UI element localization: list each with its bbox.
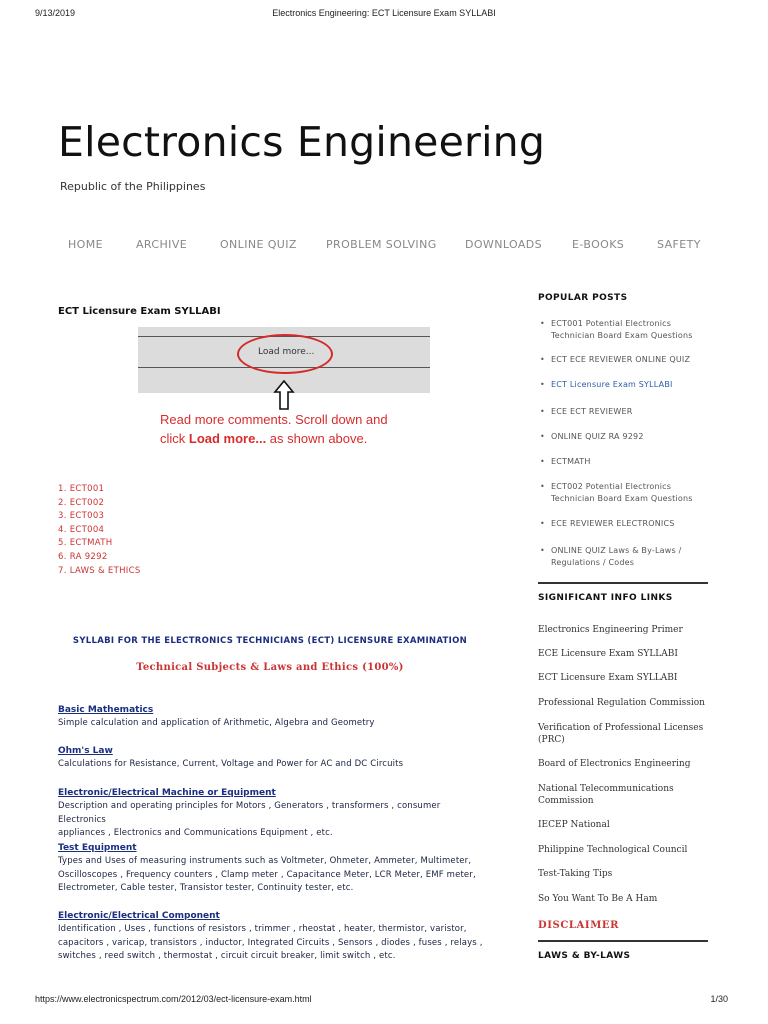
syllabus-section	[58, 842, 488, 896]
syllabus-section	[58, 787, 488, 841]
info-link[interactable]: ECT Licensure Exam SYLLABI	[538, 673, 678, 683]
info-link[interactable]: ECE Licensure Exam SYLLABI	[538, 649, 678, 659]
popular-post-item[interactable]: • ECT002 Potential Electronics Technician Board Exam Questions	[538, 481, 708, 505]
nav-home[interactable]: HOME	[68, 238, 103, 251]
laws-heading: LAWS & BY-LAWS	[538, 951, 631, 961]
popular-post-item[interactable]: • ECE REVIEWER ELECTRONICS	[538, 518, 708, 530]
section-text: Calculations for Resistance, Current, Voltage and Power for AC and DC Circuits	[58, 759, 404, 769]
print-date: 9/13/2019	[35, 8, 76, 18]
info-link[interactable]: Electronics Engineering Primer	[538, 625, 683, 635]
popular-post-label: ECT ECE REVIEWER ONLINE QUIZ	[551, 355, 691, 364]
popular-post-label: ECT001 Potential Electronics Technician Board Exam Questions	[551, 319, 693, 340]
toc-item[interactable]: 7. LAWS & ETHICS	[58, 565, 141, 576]
info-link[interactable]: So You Want To Be A Ham	[538, 894, 658, 904]
up-arrow-icon	[273, 380, 295, 410]
popular-post-item[interactable]: • ONLINE QUIZ RA 9292	[538, 431, 708, 443]
syllabus-section	[58, 745, 488, 772]
print-page-number: 1/30	[710, 994, 728, 1004]
nav-online-quiz[interactable]: ONLINE QUIZ	[220, 238, 297, 251]
nav-archive[interactable]: ARCHIVE	[136, 238, 188, 251]
toc-item[interactable]: 1. ECT001	[58, 484, 105, 494]
print-header	[0, 8, 768, 22]
syllabus-section	[58, 910, 488, 964]
toc-item[interactable]: 4. ECT004	[58, 524, 105, 535]
section-heading: Ohm's Law	[58, 746, 113, 756]
toc-item[interactable]: 5. ECTMATH	[58, 538, 113, 549]
section-text: capacitors , varicap, transistors , inductor, Integrated Circuits , Sensors , diodes , fuses , relays ,	[58, 937, 483, 948]
syllabus-section	[58, 704, 488, 731]
info-link[interactable]: Philippine Technological Council	[538, 845, 688, 855]
popular-post-label: ECTMATH	[551, 457, 591, 466]
load-more-label: Load more...	[258, 347, 315, 357]
nav-problem-solving[interactable]: PROBLEM SOLVING	[326, 238, 437, 251]
toc-item[interactable]: 6. RA 9292	[58, 551, 108, 562]
print-title: Electronics Engineering: ECT Licensure Exam SYLLABI	[272, 8, 496, 18]
popular-post-label: ONLINE QUIZ RA 9292	[551, 432, 644, 441]
note-line-2	[160, 429, 388, 448]
section-heading: Basic Mathematics	[58, 705, 154, 715]
note-end: as shown above.	[266, 431, 368, 446]
syllabi-subheading: Technical Subjects & Laws and Ethics (100%)	[136, 662, 404, 673]
section-text: Oscilloscopes , Frequency counters , Clamp meter , Capacitance Meter, LCR Meter, EMF meter,	[58, 869, 476, 880]
site-title[interactable]: Electronics Engineering	[58, 118, 546, 166]
popular-post-label: ONLINE QUIZ Laws & By-Laws / Regulations / Codes	[551, 546, 682, 567]
section-text: Types and Uses of measuring instruments such as Voltmeter, Ohmeter, Ammeter, Multimeter,	[58, 856, 472, 866]
popular-post-label: ECE REVIEWER ELECTRONICS	[551, 519, 675, 528]
popular-posts-heading: POPULAR POSTS	[538, 293, 628, 303]
popular-post-item[interactable]: • ECTMATH	[538, 456, 708, 468]
toc-item[interactable]: 2. ECT002	[58, 497, 105, 508]
popular-post-label: ECT002 Potential Electronics Technician Board Exam Questions	[551, 482, 693, 503]
site-subtitle: Republic of the Philippines	[60, 180, 206, 193]
section-heading: Electronic/Electrical Machine or Equipment	[58, 788, 276, 798]
popular-post-item[interactable]: • ECT001 Potential Electronics Technician Board Exam Questions	[538, 318, 708, 342]
note-line-1: Read more comments. Scroll down and	[160, 412, 388, 427]
section-text: switches , reed switch , thermostat , circuit circuit breaker, limit switch , etc.	[58, 951, 396, 961]
section-text: Electrometer, Cable tester, Transistor tester, Continuity tester, etc.	[58, 883, 354, 893]
info-link[interactable]: Board of Electronics Engineering	[538, 759, 691, 769]
popular-post-item[interactable]: • ONLINE QUIZ Laws & By-Laws / Regulations / Codes	[538, 545, 708, 569]
toc-item[interactable]: 3. ECT003	[58, 511, 105, 522]
main-nav	[68, 238, 708, 252]
section-text: Description and operating principles for Motors , Generators , transformers , consumer Electronics	[58, 801, 441, 825]
significant-info-links-heading: SIGNIFICANT INFO LINKS	[538, 593, 673, 603]
section-heading: Electronic/Electrical Component	[58, 911, 220, 921]
note-click: click	[160, 431, 189, 446]
nav-safety[interactable]: SAFETY	[657, 238, 701, 251]
sidebar-divider	[538, 582, 708, 584]
info-link[interactable]: Professional Regulation Commission	[538, 698, 705, 708]
info-link[interactable]: National Telecommunications Commission	[538, 784, 674, 806]
popular-post-item[interactable]: • ECT Licensure Exam SYLLABI	[538, 379, 708, 391]
popular-post-item[interactable]: • ECT ECE REVIEWER ONLINE QUIZ	[538, 354, 708, 366]
print-url: https://www.electronicspectrum.com/2012/03/ect-licensure-exam.html	[35, 994, 312, 1004]
section-text: Simple calculation and application of Arithmetic, Algebra and Geometry	[58, 718, 375, 728]
section-text: Identification , Uses , functions of resistors , trimmer , rheostat , heater, thermistor, varistor,	[58, 924, 467, 934]
load-more-note	[160, 410, 388, 448]
info-link[interactable]: Test-Taking Tips	[538, 869, 613, 879]
info-link[interactable]: Verification of Professional Licenses (PRC)	[538, 723, 704, 745]
popular-post-label: ECE ECT REVIEWER	[551, 407, 633, 416]
nav-e-books[interactable]: E-BOOKS	[572, 238, 625, 251]
syllabi-heading: SYLLABI FOR THE ELECTRONICS TECHNICIANS (ECT) LICENSURE EXAMINATION	[72, 636, 468, 646]
info-link[interactable]: IECEP National	[538, 820, 610, 830]
section-heading: Test Equipment	[58, 843, 137, 853]
disclaimer-link[interactable]: DISCLAIMER	[538, 920, 619, 931]
sidebar-divider	[538, 940, 708, 942]
section-text: appliances , Electronics and Communications Equipment , etc.	[58, 828, 333, 838]
post-title: ECT Licensure Exam SYLLABI	[58, 306, 221, 317]
table-of-contents	[58, 483, 141, 578]
note-bold: Load more...	[188, 431, 267, 446]
nav-downloads[interactable]: DOWNLOADS	[465, 238, 543, 251]
popular-post-item[interactable]: • ECE ECT REVIEWER	[538, 406, 708, 418]
popular-post-label: ECT Licensure Exam SYLLABI	[551, 380, 673, 389]
